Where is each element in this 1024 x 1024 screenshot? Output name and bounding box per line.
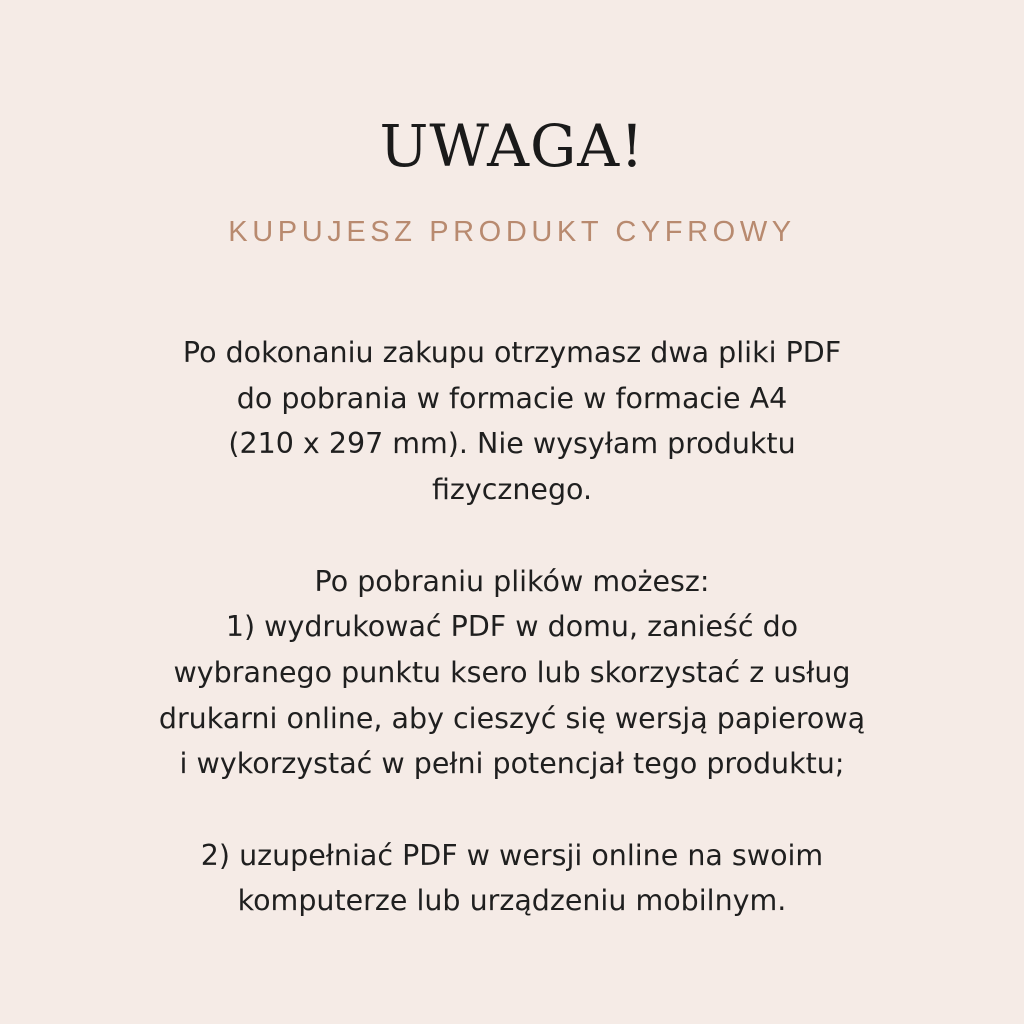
page-subtitle: KUPUJESZ PRODUKT CYFROWY [228,216,796,248]
paragraph-purchase-info [60,330,964,513]
notice-body [60,330,964,924]
paragraph-online-option [60,833,964,924]
text-line: do pobrania w formacie w formacie A4 [236,381,788,415]
page-title: UWAGA! [379,112,645,180]
text-line: Po dokonaniu zakupu otrzymasz dwa pliki PDF [182,336,842,369]
text-line: komputerze lub urządzeniu mobilnym. [237,884,787,918]
text-line: 1) wydrukować PDF w domu, zanieść do [225,610,799,644]
text-line: i wykorzystać w pełni potencjał tego produktu; [179,747,845,781]
paragraph-print-option [60,559,964,788]
text-line: 2) uzupełniać PDF w wersji online na swoim [200,838,824,872]
text-line: (210 x 297 mm). Nie wysyłam produktu [228,427,796,461]
text-line: fizycznego. [431,473,593,507]
text-line: Po pobraniu plików możesz: [314,564,710,598]
paragraph-gap [60,787,964,833]
text-line: drukarni online, aby cieszyć się wersją papierową [158,701,866,735]
paragraph-gap [60,513,964,559]
text-line: wybranego punktu ksero lub skorzystać z usług [173,655,851,689]
